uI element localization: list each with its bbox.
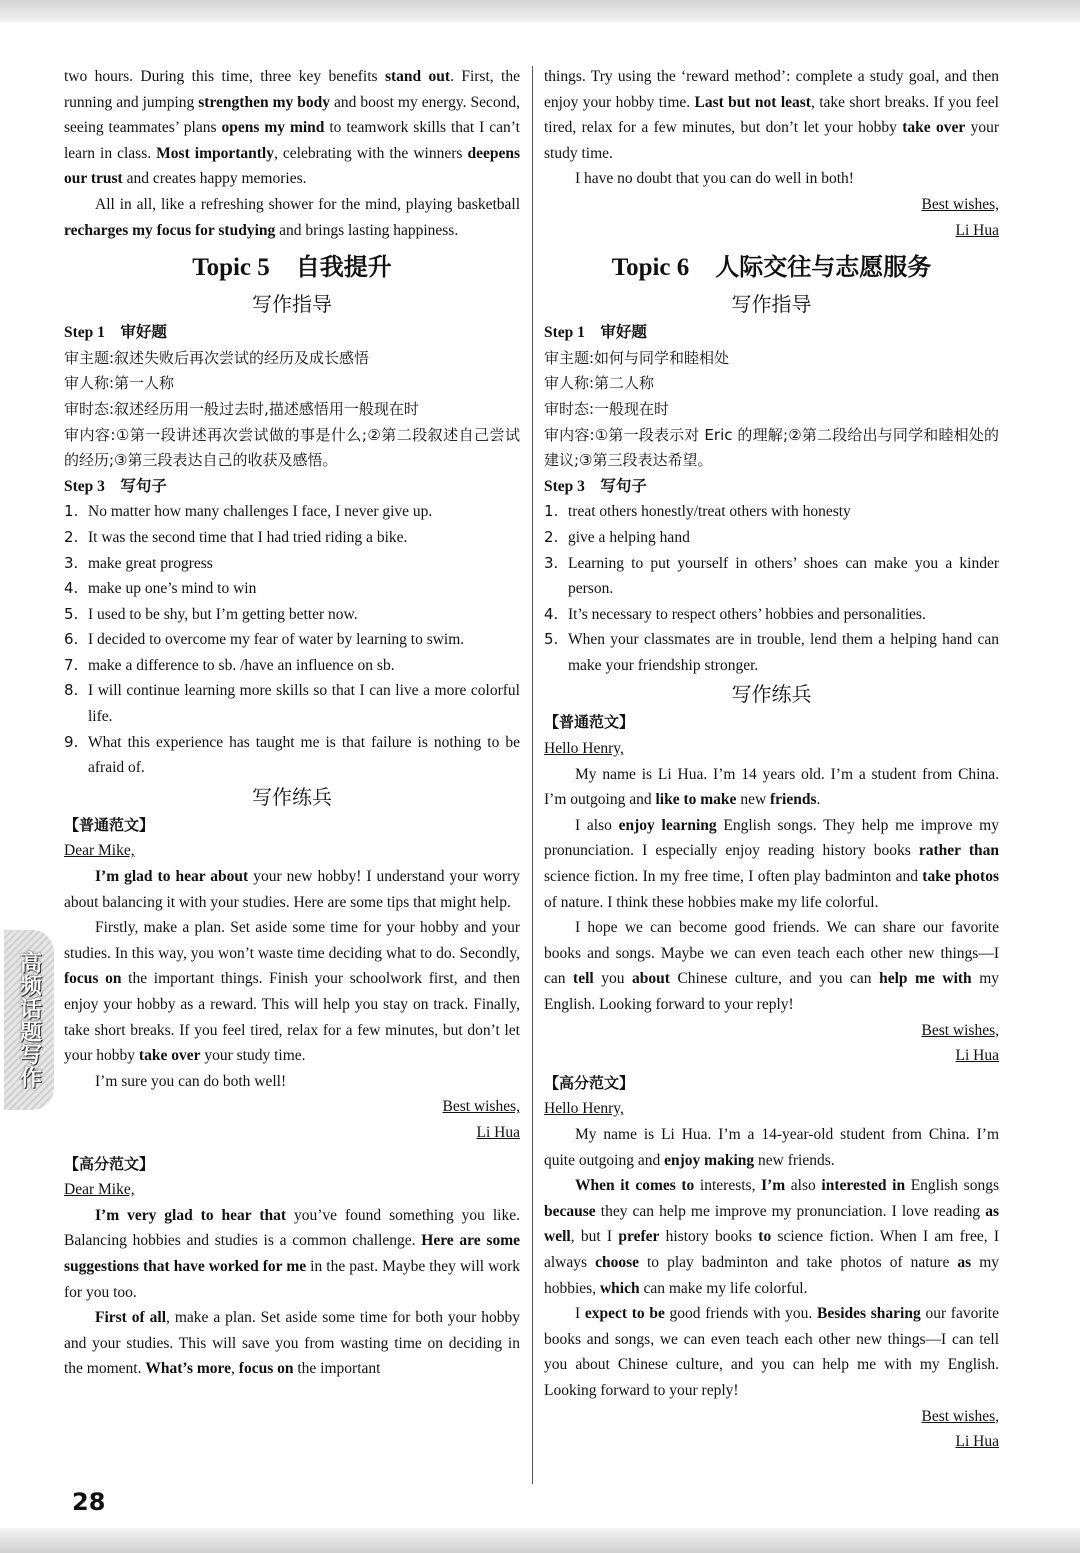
right-cont-signature: [544, 218, 999, 244]
bold-phrase: I’m very glad to hear that: [95, 1206, 287, 1224]
sentence-item: [64, 653, 520, 679]
text-run: the important: [293, 1360, 381, 1378]
sentence-item: [544, 525, 999, 551]
left-normal-salutation: Dear Mike,: [64, 842, 135, 860]
analysis-line: 审人称:第二人称: [544, 374, 655, 393]
left-high-body: [64, 1203, 520, 1382]
text-run: My name is Li Hua. I’m 14 years old. I’m a student from China. I’m outgoing and: [544, 765, 999, 809]
right-practice-title: 写作练兵: [731, 682, 812, 707]
intro-paragraph-1: [64, 64, 520, 192]
right-normal-closing: [544, 1018, 999, 1044]
left-step1: Step 1 审好题: [64, 324, 167, 342]
bold-phrase: Most importantly: [156, 144, 274, 162]
text-run: Firstly, make a plan. Set aside some time for your hobby and your studies. In this way, you won’t waste time deciding what to do. Secondly,: [64, 919, 520, 962]
scan-top-edge: [0, 0, 1080, 22]
bold-phrase: Besides sharing: [817, 1305, 921, 1323]
left-normal-body: [64, 864, 520, 1094]
column-divider: [532, 66, 533, 1484]
text-run: , take short breaks. If you feel tired, relax for a few minutes, but don’t let your hobby: [544, 93, 999, 137]
signature-name: Li Hua: [955, 221, 999, 239]
scan-bottom-edge: [0, 1528, 1080, 1553]
right-analysis: [544, 346, 999, 474]
sentence-text: No matter how many challenges I face, I never give up.: [88, 503, 433, 521]
sentence-item: [64, 627, 520, 653]
bold-phrase: friends: [770, 791, 817, 809]
sentence-text: make great progress: [88, 554, 213, 572]
sentence-number: 3.: [64, 553, 79, 572]
left-normal-label: 【普通范文】: [64, 815, 155, 834]
continued-paragraph-2: I have no doubt that you can do well in both!: [575, 170, 854, 188]
text-run: things. Try using the ‘reward method’: complete a study goal, and then enjoy your hobby time.: [544, 68, 999, 111]
text-run: interests,: [694, 1177, 762, 1195]
sentence-text: treat others honestly/treat others with honesty: [568, 503, 851, 521]
sentence-number: 1.: [544, 502, 559, 521]
sentence-number: 8.: [64, 681, 79, 700]
right-high-closing: [544, 1404, 999, 1430]
sentence-item: [64, 678, 520, 729]
bold-phrase: take photos: [922, 868, 999, 886]
text-run: new: [736, 791, 771, 809]
sentence-number: 2.: [544, 527, 559, 546]
bold-phrase: expect to be: [584, 1305, 665, 1323]
sentence-number: 6.: [64, 630, 79, 649]
bold-phrase: prefer: [618, 1228, 660, 1246]
text-run: also: [785, 1177, 822, 1195]
signature-name: Li Hua: [955, 1047, 999, 1065]
letter-paragraph: [544, 1122, 999, 1173]
sentence-text: make a difference to sb. /have an influence on sb.: [88, 656, 395, 674]
bold-phrase: focus on: [64, 970, 122, 988]
bold-phrase: First of all: [95, 1309, 167, 1327]
closing-text: Best wishes,: [442, 1098, 520, 1116]
sentence-number: 9.: [64, 732, 79, 751]
analysis-line: 审时态:叙述经历用一般过去时,描述感悟用一般现在时: [64, 399, 419, 418]
bold-phrase: focus on: [238, 1360, 294, 1378]
sentence-number: 7.: [64, 655, 79, 674]
analysis-line: 审时态:一般现在时: [544, 399, 670, 418]
bold-phrase: deepens our trust: [64, 144, 520, 188]
sentence-item: [544, 627, 999, 678]
bold-phrase: recharges my focus for studying: [64, 221, 276, 239]
left-high-label: 【高分范文】: [64, 1154, 155, 1173]
left-high-salutation: Dear Mike,: [64, 1181, 135, 1199]
right-sentence-list: [544, 499, 999, 678]
text-run: of nature. I think these hobbies make my life colorful.: [544, 893, 879, 911]
side-section-tab: [4, 930, 54, 1110]
closing-text: Best wishes,: [921, 195, 999, 213]
sentence-text: When your classmates are in trouble, lend them a helping hand can make your friendship stronger.: [568, 631, 999, 674]
sentence-number: 4.: [64, 579, 79, 598]
bold-phrase: rather than: [918, 842, 999, 860]
left-step3: Step 3 写句子: [64, 477, 167, 495]
sentence-item: [544, 551, 999, 602]
bold-phrase: as well: [544, 1202, 999, 1246]
text-run: and boost my energy. Second, seeing teammates’ plans: [64, 93, 520, 137]
letter-paragraph: [64, 864, 520, 915]
bold-phrase: to: [758, 1228, 772, 1246]
sentence-item: [64, 576, 520, 602]
letter-paragraph: [544, 1173, 999, 1301]
left-column: [64, 64, 520, 1382]
letter-paragraph: [64, 1069, 520, 1095]
right-high-salutation: Hello Henry,: [544, 1100, 624, 1118]
text-run: I hope we can become good friends. We can share our favorite books and songs. Maybe we can even teach each other new things—I can: [544, 919, 999, 988]
bold-phrase: stand out: [384, 68, 451, 85]
text-run: you: [593, 970, 633, 988]
text-run: my English. Looking forward to your reply!: [544, 970, 999, 1013]
topic5-heading: [64, 249, 520, 286]
text-run: to teamwork skills that I can’t learn in class.: [64, 119, 520, 162]
bold-phrase: interested in: [821, 1177, 906, 1195]
sentence-text: Learning to put yourself in others’ shoes can make you a kinder person.: [568, 554, 999, 598]
bold-phrase: I’m: [761, 1177, 786, 1195]
text-run: English songs: [905, 1177, 999, 1195]
sentence-text: give a helping hand: [568, 528, 690, 546]
bold-phrase: take over: [138, 1047, 201, 1065]
page-number: 28: [72, 1488, 106, 1516]
text-run: My name is Li Hua. I’m a 14-year-old student from China. I’m quite outgoing and: [544, 1125, 999, 1169]
letter-paragraph: [544, 813, 999, 915]
text-run: and creates happy memories.: [122, 170, 307, 188]
sentence-text: make up one’s mind to win: [88, 580, 257, 598]
bold-phrase: because: [544, 1202, 596, 1220]
right-normal-signature: [544, 1043, 999, 1069]
bold-phrase: as: [957, 1253, 972, 1271]
bold-phrase: like to make: [655, 791, 737, 809]
sentence-number: 2.: [64, 527, 79, 546]
text-run: you’ve found something you like. Balancing hobbies and studies is a common challenge.: [64, 1206, 520, 1250]
text-run: , but I: [570, 1228, 619, 1246]
letter-paragraph: [544, 1301, 999, 1403]
topic6-heading: [544, 249, 999, 286]
analysis-line: 审主题:如何与同学和睦相处: [544, 348, 730, 367]
bold-phrase: help me with: [879, 970, 972, 988]
bold-phrase: I’m glad to hear about: [95, 868, 249, 886]
sentence-text: I used to be shy, but I’m getting better now.: [88, 605, 358, 623]
text-run: new friends.: [754, 1151, 835, 1169]
bold-phrase: Last but not least: [694, 93, 811, 111]
right-column: [544, 64, 999, 1455]
left-practice-title: 写作练兵: [252, 784, 332, 809]
sentence-item: [544, 602, 999, 628]
analysis-line: 审内容:①第一段讲述再次尝试做的事是什么;②第二段叙述自己尝试的经历;③第三段表达自己的收获及感悟。: [64, 425, 520, 470]
left-guide-title: 写作指导: [252, 292, 332, 317]
text-run: our favorite books and songs, we can even teach each other new things—I can tell you about Chinese culture, and you can help me with my English. Looking forward to your reply!: [544, 1305, 999, 1399]
text-run: in the past. Maybe they will work for you too.: [64, 1257, 521, 1301]
signature-name: Li Hua: [955, 1433, 999, 1451]
bold-phrase: strengthen my body: [198, 93, 330, 111]
right-normal-body: [544, 762, 999, 1018]
sentence-number: 5.: [64, 604, 79, 623]
text-run: science fiction. In my free time, I often play badminton and: [544, 868, 923, 886]
topic6-title: 人际交往与志愿服务: [715, 253, 932, 282]
left-normal-closing: [64, 1094, 520, 1120]
sentence-text: It’s necessary to respect others’ hobbies and personalities.: [568, 605, 926, 623]
text-run: and brings lasting happiness.: [275, 221, 459, 239]
sentence-text: I will continue learning more skills so that I can live a more colorful life.: [88, 682, 520, 726]
text-run: my hobbies,: [544, 1253, 999, 1297]
closing-text: Best wishes,: [921, 1407, 999, 1425]
sentence-text: I decided to overcome my fear of water by learning to swim.: [88, 631, 465, 649]
text-run: .: [816, 791, 821, 809]
text-run: your new hobby! I understand your worry about balancing it with your studies. Here are some tips that might help.: [64, 868, 520, 911]
topic5-title: 自我提升: [295, 253, 392, 282]
right-high-label: 【高分范文】: [544, 1073, 635, 1092]
bold-phrase: choose: [595, 1253, 639, 1271]
text-run: Chinese culture, and you can: [669, 970, 880, 988]
text-run: ,: [231, 1360, 239, 1378]
letter-paragraph: [64, 1203, 520, 1305]
right-high-body: [544, 1122, 999, 1404]
right-step3: Step 3 写句子: [544, 477, 647, 495]
text-run: they can help me improve my pronunciation. I love reading: [595, 1202, 986, 1220]
text-run: I: [575, 1305, 585, 1323]
text-run: good friends with you.: [664, 1305, 817, 1323]
sentence-number: 1.: [64, 502, 79, 521]
intro-paragraph-2: [64, 192, 520, 243]
text-run: your study time.: [544, 119, 999, 162]
text-run: science fiction. When I am free, I always: [544, 1228, 1000, 1271]
text-run: English songs. They help me improve my pronunciation. I especially enjoy reading history books: [544, 816, 999, 860]
text-run: can make my life colorful.: [639, 1279, 808, 1297]
letter-paragraph: [544, 915, 999, 1017]
sentence-item: [64, 525, 520, 551]
left-normal-signature: [64, 1120, 520, 1146]
bold-phrase: When it comes to: [575, 1177, 695, 1195]
bold-phrase: opens my mind: [221, 119, 325, 137]
topic6-number: Topic 6: [611, 254, 690, 282]
sentence-text: What this experience has taught me is that failure is nothing to be afraid of.: [88, 733, 520, 777]
text-run: All in all, like a refreshing shower for the mind, playing basketball: [95, 195, 520, 213]
closing-text: Best wishes,: [921, 1021, 999, 1039]
text-run: , celebrating with the winners: [273, 144, 468, 162]
text-run: I’m sure you can do both well!: [95, 1072, 287, 1090]
text-run: , make a plan. Set aside some time for both your hobby and your studies. This will save you from wasting time on deciding in the moment.: [64, 1309, 521, 1378]
bold-phrase: take over: [902, 119, 966, 137]
sentence-item: [64, 551, 520, 577]
bold-phrase: about: [632, 970, 670, 988]
analysis-line: 审内容:①第一段表示对 Eric 的理解;②第二段给出与同学和睦相处的建议;③第三段表达希望。: [544, 425, 999, 470]
sentence-item: [544, 499, 999, 525]
text-run: . First, the running and jumping: [64, 68, 520, 111]
letter-paragraph: [64, 1305, 520, 1382]
right-high-signature: [544, 1429, 999, 1455]
letter-paragraph: [544, 762, 999, 813]
right-step1: Step 1 审好题: [544, 324, 647, 342]
right-guide-title: 写作指导: [731, 292, 812, 317]
sentence-number: 3.: [544, 553, 559, 572]
text-run: your study time.: [200, 1047, 306, 1065]
text-run: history books: [659, 1228, 759, 1246]
sentence-number: 4.: [544, 604, 559, 623]
bold-phrase: tell: [573, 970, 594, 988]
topic5-number: Topic 5: [192, 254, 270, 282]
text-run: I also: [575, 816, 619, 834]
right-cont-closing: [544, 192, 999, 218]
sentence-item: [64, 499, 520, 525]
text-run: the important things. Finish your schoolwork first, and then enjoy your hobby as a reward. This will help you stay on track. Finally, take short breaks. If you feel tired, relax for a few minutes, but don’t let your hobby: [64, 970, 520, 1065]
left-sentence-list: [64, 499, 520, 781]
sentence-item: [64, 730, 520, 781]
side-tab-label: 高频话题写作: [16, 951, 42, 1089]
bold-phrase: Here are some suggestions that have worked for me: [64, 1232, 520, 1275]
analysis-line: 审人称:第一人称: [64, 374, 175, 393]
sentence-item: [64, 602, 520, 628]
bold-phrase: enjoy learning: [618, 816, 717, 834]
sentence-text: It was the second time that I had tried riding a bike.: [88, 528, 408, 546]
bold-phrase: which: [599, 1279, 640, 1297]
bold-phrase: What’s more: [145, 1360, 232, 1378]
signature-name: Li Hua: [476, 1123, 520, 1141]
letter-paragraph: [64, 915, 520, 1069]
left-analysis: [64, 346, 520, 474]
right-normal-salutation: Hello Henry,: [544, 740, 624, 758]
continued-paragraph: [544, 64, 999, 166]
bold-phrase: enjoy making: [664, 1151, 755, 1169]
sentence-number: 5.: [544, 630, 559, 649]
text-run: to play badminton and take photos of nature: [638, 1253, 958, 1271]
right-normal-label: 【普通范文】: [544, 713, 635, 732]
analysis-line: 审主题:叙述失败后再次尝试的经历及成长感悟: [64, 348, 370, 367]
text-run: two hours. During this time, three key benefits: [64, 68, 385, 85]
